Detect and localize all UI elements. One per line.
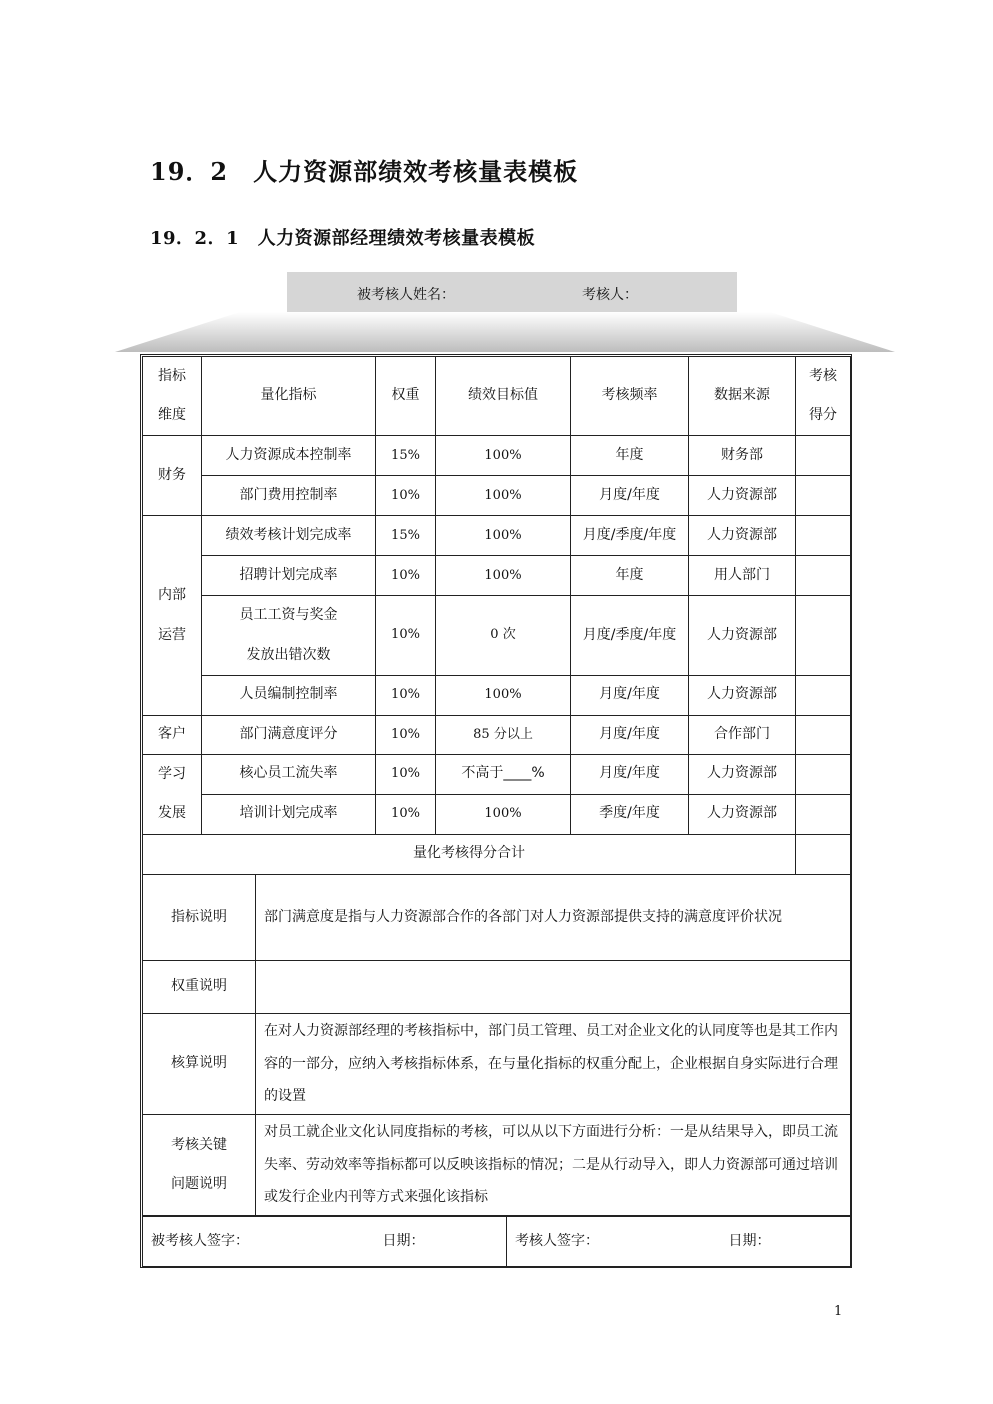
header-weight: 权重: [376, 357, 436, 436]
table-row: [143, 715, 851, 754]
note-row: [143, 961, 851, 1014]
weight-cell: 10%: [376, 794, 436, 834]
score-cell[interactable]: [796, 596, 851, 675]
source-cell: 人力资源部: [689, 794, 796, 834]
frequency-cell: 月度/年度: [571, 715, 689, 754]
table-row: [143, 754, 851, 794]
score-cell[interactable]: [796, 794, 851, 834]
page-title: 19．2 人力资源部绩效考核量表模板: [150, 157, 579, 186]
calc-note-text: 在对人力资源部经理的考核指标中，部门员工管理、员工对企业文化的认同度等也是其工作内容的一部分，应纳入考核指标体系，在与量化指标的权重分配上，企业根据自身实际进行合理的设置: [256, 1014, 851, 1115]
target-cell: 不高于____%: [436, 754, 571, 794]
score-cell[interactable]: [796, 675, 851, 715]
appraiser-date-label: 日期：: [721, 1217, 851, 1267]
indicator-cell: 人员编制控制率: [202, 675, 376, 715]
calc-note-label: 核算说明: [143, 1014, 256, 1115]
target-cell: 0 次: [436, 596, 571, 675]
key-issue-label: 考核关键 问题说明: [143, 1115, 256, 1216]
appraiser-sign-label: 考核人签字：: [507, 1217, 721, 1267]
group-customer: 客户: [143, 715, 202, 754]
indicator-note-text: 部门满意度是指与人力资源部合作的各部门对人力资源部提供支持的满意度评价状况: [256, 875, 851, 961]
total-score-cell[interactable]: [796, 834, 851, 874]
target-cell: 100%: [436, 516, 571, 556]
weight-cell: 10%: [376, 596, 436, 675]
source-cell: 财务部: [689, 436, 796, 476]
source-cell: 用人部门: [689, 556, 796, 596]
table-row: [143, 596, 851, 675]
frequency-cell: 年度: [571, 556, 689, 596]
key-issue-text: 对员工就企业文化认同度指标的考核，可以从以下方面进行分析：一是从结果导入，即员工流失率、劳动效率等指标都可以反映该指标的情况；二是从行动导入，即人力资源部可通过培训或发行企业内刊等方式来强化该指标: [256, 1115, 851, 1216]
frequency-cell: 季度/年度: [571, 794, 689, 834]
weight-cell: 15%: [376, 516, 436, 556]
target-cell: 100%: [436, 675, 571, 715]
source-cell: 人力资源部: [689, 675, 796, 715]
page-number: 1: [834, 1304, 843, 1319]
note-row: [143, 1115, 851, 1216]
indicator-cell: 人力资源成本控制率: [202, 436, 376, 476]
frequency-cell: 月度/年度: [571, 675, 689, 715]
note-row: [143, 1014, 851, 1115]
indicator-note-label: 指标说明: [143, 875, 256, 961]
indicator-cell: 核心员工流失率: [202, 754, 376, 794]
header-dimension: 指标 维度: [143, 357, 202, 436]
source-cell: 人力资源部: [689, 754, 796, 794]
score-cell[interactable]: [796, 436, 851, 476]
group-learning: 学习 发展: [143, 754, 202, 834]
source-cell: 人力资源部: [689, 516, 796, 556]
target-cell: 85 分以上: [436, 715, 571, 754]
frequency-cell: 月度/季度/年度: [571, 516, 689, 556]
group-finance: 财务: [143, 436, 202, 516]
total-label: 量化考核得分合计: [143, 834, 796, 874]
score-cell[interactable]: [796, 715, 851, 754]
header-source: 数据来源: [689, 357, 796, 436]
frequency-cell: 月度/年度: [571, 754, 689, 794]
frequency-cell: 年度: [571, 436, 689, 476]
header-indicator: 量化指标: [202, 357, 376, 436]
weight-cell: 10%: [376, 675, 436, 715]
target-cell: 100%: [436, 794, 571, 834]
appraiser-label: 考核人：: [582, 287, 638, 303]
weight-note-text[interactable]: [256, 961, 851, 1014]
indicator-cell: 招聘计划完成率: [202, 556, 376, 596]
indicator-cell: 部门满意度评分: [202, 715, 376, 754]
note-row: [143, 875, 851, 961]
score-cell[interactable]: [796, 516, 851, 556]
table-row: [143, 675, 851, 715]
score-cell[interactable]: [796, 556, 851, 596]
score-cell[interactable]: [796, 476, 851, 516]
group-internal: 内部 运营: [143, 516, 202, 715]
kpi-table: [142, 356, 851, 875]
frequency-cell: 月度/季度/年度: [571, 596, 689, 675]
notes-table: [142, 874, 851, 1216]
weight-note-label: 权重说明: [143, 961, 256, 1014]
target-cell: 100%: [436, 436, 571, 476]
appraisee-info-bar: [287, 272, 737, 312]
header-frequency: 考核频率: [571, 357, 689, 436]
decorative-trapezoid-banner: [110, 312, 900, 354]
indicator-cell: 培训计划完成率: [202, 794, 376, 834]
weight-cell: 10%: [376, 754, 436, 794]
indicator-cell: 绩效考核计划完成率: [202, 516, 376, 556]
signature-row: [143, 1217, 851, 1267]
weight-cell: 15%: [376, 436, 436, 476]
appraisee-date-label: 日期：: [375, 1217, 507, 1267]
indicator-cell: 员工工资与奖金 发放出错次数: [202, 596, 376, 675]
table-row: [143, 476, 851, 516]
indicator-cell: 部门费用控制率: [202, 476, 376, 516]
weight-cell: 10%: [376, 476, 436, 516]
appraisee-sign-label: 被考核人签字：: [143, 1217, 375, 1267]
table-row: [143, 516, 851, 556]
frequency-cell: 月度/年度: [571, 476, 689, 516]
table-row: [143, 436, 851, 476]
header-score: 考核 得分: [796, 357, 851, 436]
source-cell: 人力资源部: [689, 476, 796, 516]
table-header-row: [143, 357, 851, 436]
target-cell: 100%: [436, 556, 571, 596]
total-row: [143, 834, 851, 874]
weight-cell: 10%: [376, 556, 436, 596]
table-row: [143, 556, 851, 596]
section-title: 19．2．1 人力资源部经理绩效考核量表模板: [150, 228, 536, 249]
target-cell: 100%: [436, 476, 571, 516]
weight-cell: 10%: [376, 715, 436, 754]
header-target: 绩效目标值: [436, 357, 571, 436]
table-row: [143, 794, 851, 834]
score-cell[interactable]: [796, 754, 851, 794]
appraisee-name-label: 被考核人姓名：: [357, 287, 455, 303]
signature-table: [142, 1216, 851, 1267]
source-cell: 合作部门: [689, 715, 796, 754]
source-cell: 人力资源部: [689, 596, 796, 675]
